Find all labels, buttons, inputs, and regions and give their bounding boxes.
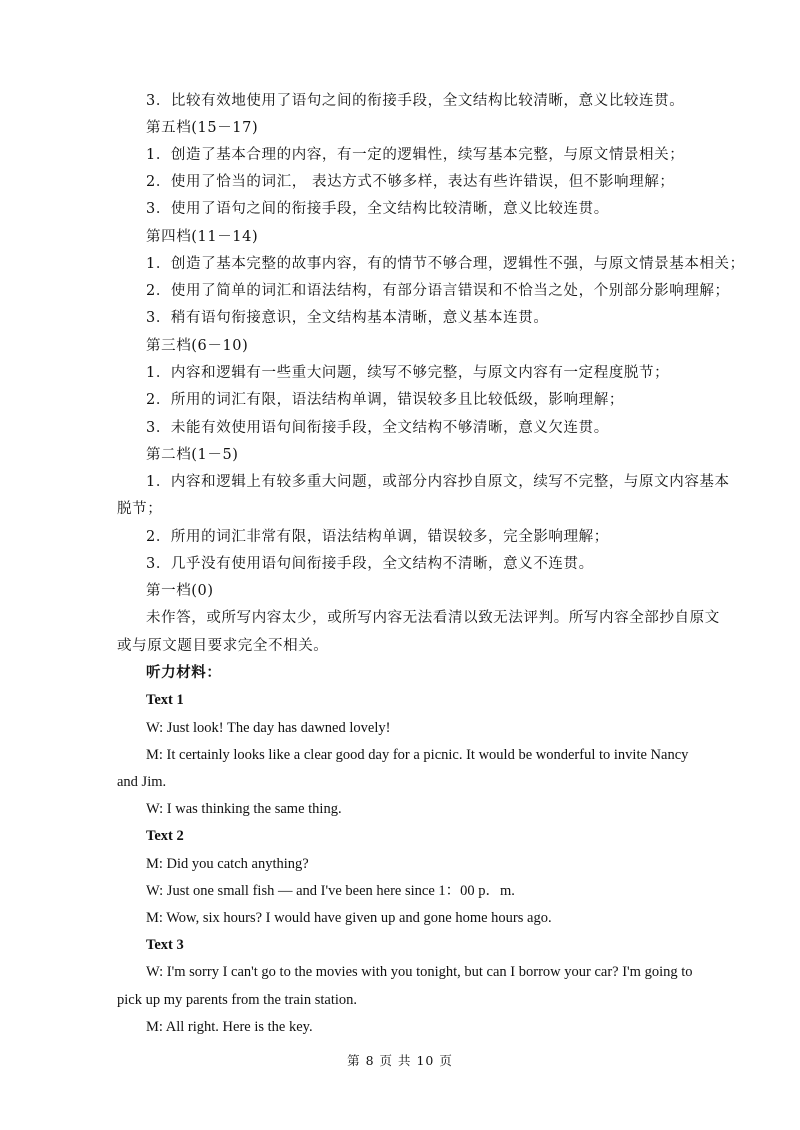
grading-item: 2．使用了简单的词汇和语法结构，有部分语言错误和不恰当之处，个别部分影响理解； [146, 283, 730, 299]
dialogue-line: W: I'm sorry I can't go to the movies with you tonight, but can I borrow your car? I'm going to [146, 964, 693, 980]
grade-heading: 第一档(0) [146, 583, 214, 599]
dialogue-line: M: Wow, six hours? I would have given up and gone home hours ago. [146, 910, 552, 926]
listening-material-heading: 听力材料： [146, 664, 222, 681]
page-number-footer: 第 8 页 共 10 页 [347, 1053, 453, 1068]
grading-item: 2．所用的词汇非常有限，语法结构单调，错误较多，完全影响理解； [146, 529, 609, 545]
grading-item: 1．创造了基本合理的内容，有一定的逻辑性，续写基本完整，与原文情景相关； [146, 147, 685, 163]
grading-item: 未作答，或所写内容太少，或所写内容无法看清以致无法评判。所写内容全部抄自原文 [146, 610, 720, 626]
grade-heading: 第二档(1－5) [146, 447, 239, 463]
text-heading: Text 2 [146, 828, 184, 844]
grading-item-continuation: 脱节； [117, 501, 163, 517]
dialogue-line: W: Just look! The day has dawned lovely! [146, 720, 391, 736]
grading-item: 3．使用了语句之间的衔接手段，全文结构比较清晰，意义比较连贯。 [146, 201, 609, 217]
dialogue-line: M: Did you catch anything? [146, 856, 309, 872]
text-heading: Text 3 [146, 937, 184, 953]
text-heading: Text 1 [146, 692, 184, 708]
grading-item: 2．使用了恰当的词汇， 表达方式不够多样，表达有些许错误，但不影响理解； [146, 174, 675, 190]
grade-heading: 第四档(11－14) [146, 229, 259, 245]
grading-item: 3．几乎没有使用语句间衔接手段，全文结构不清晰，意义不连贯。 [146, 556, 594, 572]
dialogue-line: W: I was thinking the same thing. [146, 801, 342, 817]
dialogue-line-continuation: and Jim. [117, 774, 167, 790]
grading-item-continuation: 或与原文题目要求完全不相关。 [117, 638, 329, 654]
grading-item: 2．所用的词汇有限，语法结构单调，错误较多且比较低级，影响理解； [146, 392, 624, 408]
grading-item: 3．稍有语句衔接意识，全文结构基本清晰，意义基本连贯。 [146, 310, 549, 326]
grade-heading: 第三档(6－10) [146, 338, 249, 354]
dialogue-line: W: Just one small fish — and I've been here since 1：00 p．m. [146, 883, 515, 899]
grading-item: 3．比较有效地使用了语句之间的衔接手段，全文结构比较清晰，意义比较连贯。 [146, 93, 685, 109]
dialogue-line: M: All right. Here is the key. [146, 1019, 313, 1035]
grading-item: 3．未能有效使用语句间衔接手段，全文结构不够清晰，意义欠连贯。 [146, 420, 609, 436]
grading-item: 1．创造了基本完整的故事内容，有的情节不够合理，逻辑性不强，与原文情景基本相关； [146, 256, 745, 272]
grading-item: 1．内容和逻辑有一些重大问题，续写不够完整，与原文内容有一定程度脱节； [146, 365, 670, 381]
dialogue-line-continuation: pick up my parents from the train station. [117, 992, 358, 1008]
grade-heading: 第五档(15－17) [146, 120, 259, 136]
grading-item: 1．内容和逻辑上有较多重大问题，或部分内容抄自原文，续写不完整，与原文内容基本 [146, 474, 730, 490]
dialogue-line: M: It certainly looks like a clear good day for a picnic. It would be wonderful to invite Nancy [146, 747, 689, 763]
